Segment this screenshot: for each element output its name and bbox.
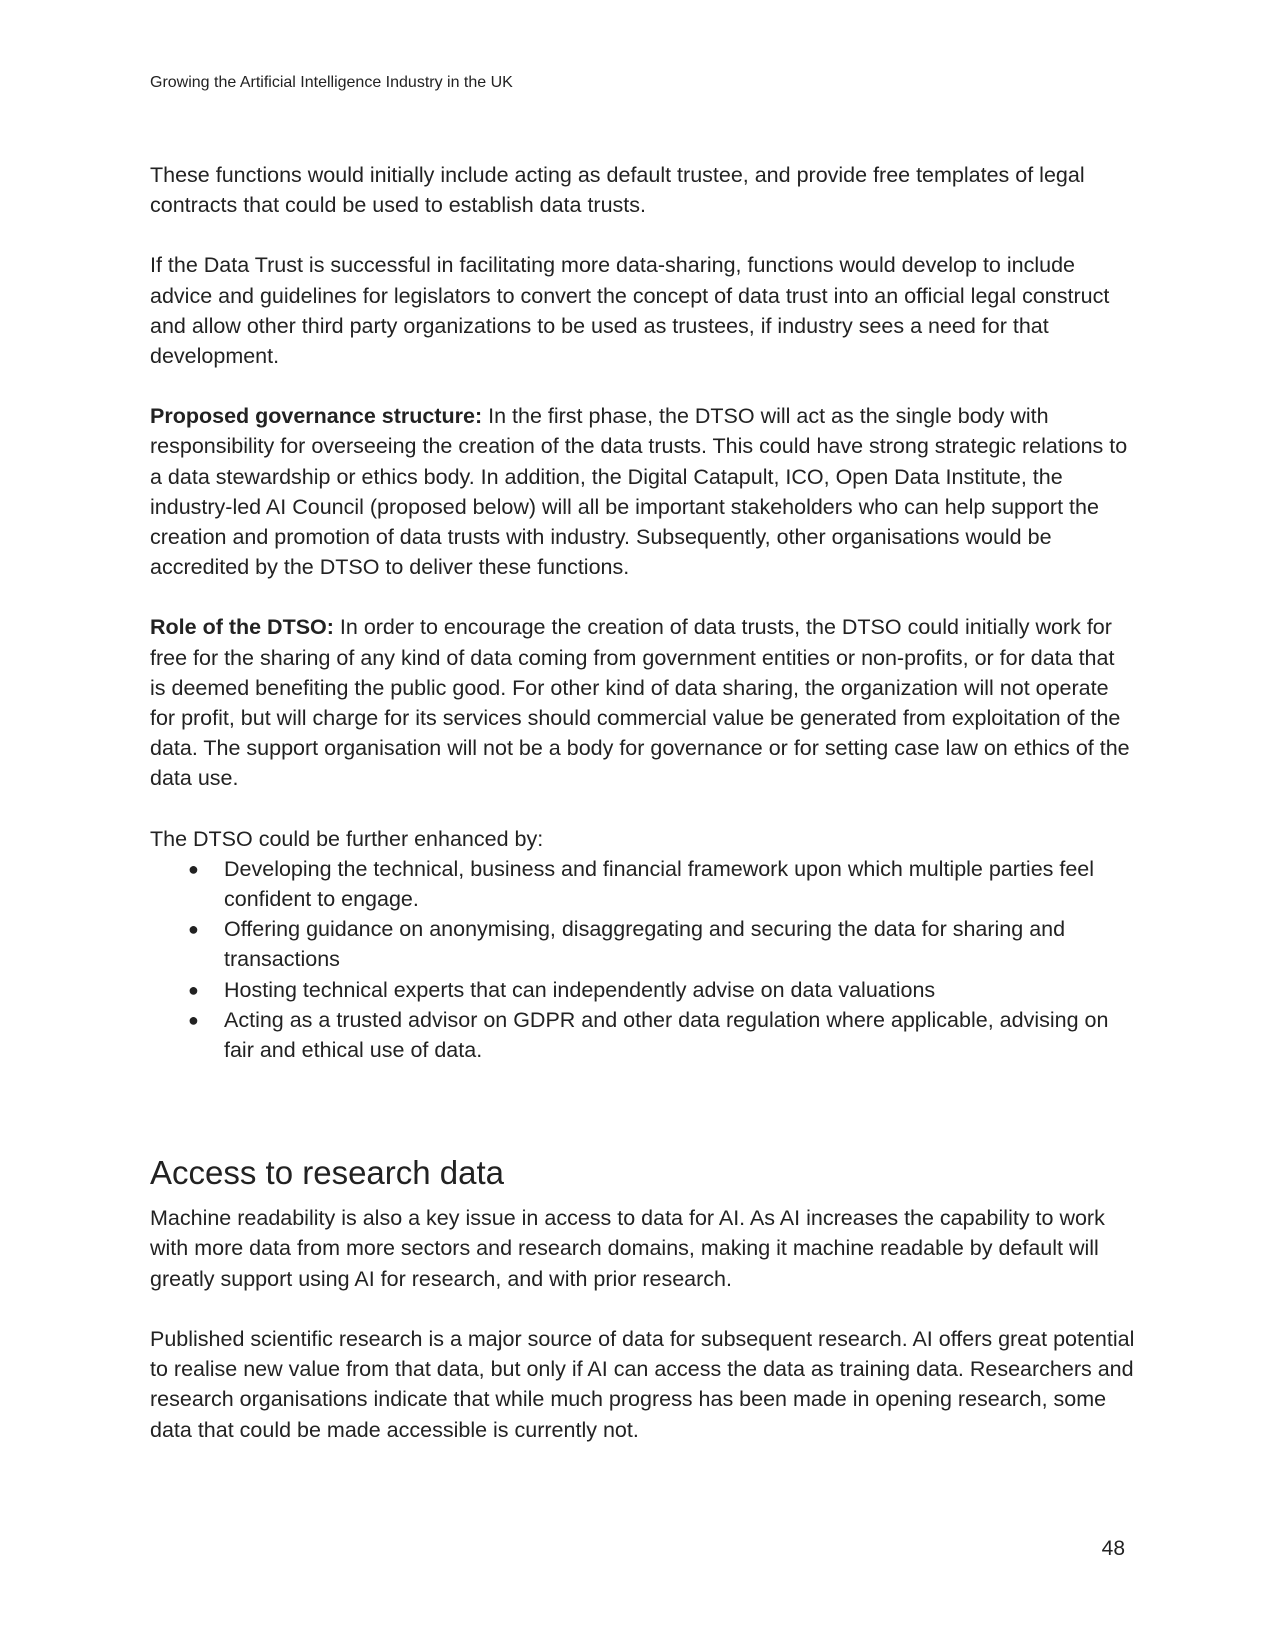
list-item-text: Hosting technical experts that can independently advise on data valuations	[224, 977, 936, 1002]
governance-text: In the first phase, the DTSO will act as the single body with responsibility for overseeing the creation of the data trusts. This could have strong strategic relations to a data stewardship or ethics body. In addition, the Digital Catapult, ICO, Open Data Institute, the industry-led AI Council (proposed below) will all be important stakeholders who can help support the creation and promotion of data trusts with industry. Subsequently, other organisations would be accredited by the DTSO to deliver these functions.	[150, 404, 1128, 580]
bullet-icon: ●	[188, 858, 199, 879]
bullet-icon: ●	[188, 1009, 199, 1030]
paragraph-machine-readability: Machine readability is also a key issue in access to data for AI. As AI increases the capability to work with more data from more sectors and research domains, making it machine readable by default will greatly support using AI for research, and with prior research.	[150, 1206, 1105, 1291]
governance-label: Proposed governance structure:	[150, 404, 483, 429]
list-item-text: Acting as a trusted advisor on GDPR and other data regulation where applicable, advising on fair and ethical use of data.	[224, 1007, 1109, 1063]
role-label: Role of the DTSO:	[150, 615, 334, 640]
role-text: In order to encourage the creation of data trusts, the DTSO could initially work for free for the sharing of any kind of data coming from government entities or non-profits, or for data that is deemed benefiting the public good. For other kind of data sharing, the organization will not operate for profit, but will charge for its services should commercial value be generated from exploitation of the data. The support organisation will not be a body for governance or for setting case law on ethics of the data use.	[150, 615, 1130, 791]
paragraph-data-trust-success: If the Data Trust is successful in facilitating more data-sharing, functions would develop to include advice and guidelines for legislators to convert the concept of data trust into an official legal construct and allow other third party organizations to be used as trustees, if industry sees a need for that development.	[150, 253, 1110, 369]
paragraph-role	[150, 612, 1135, 793]
enhance-list	[150, 854, 1135, 1065]
list-item-text: Offering guidance on anonymising, disaggregating and securing the data for sharing and transactions	[224, 917, 1066, 972]
document-body	[150, 160, 1135, 1475]
enhance-intro: The DTSO could be further enhanced by:	[150, 826, 544, 851]
list-item	[188, 854, 1135, 914]
running-header: Growing the Artificial Intelligence Industry in the UK	[150, 74, 513, 91]
section-heading: Access to research data	[150, 1154, 505, 1192]
list-item	[188, 975, 1135, 1005]
bullet-icon: ●	[188, 919, 199, 940]
page-number: 48	[1101, 1537, 1125, 1560]
list-item-text: Developing the technical, business and financial framework upon which multiple parties feel confident to engage.	[224, 856, 1095, 912]
list-item	[188, 914, 1135, 974]
bullet-icon: ●	[188, 979, 199, 1000]
paragraph-default-trustee: These functions would initially include acting as default trustee, and provide free templates of legal contracts that could be used to establish data trusts.	[150, 163, 1085, 218]
paragraph-published-research: Published scientific research is a major source of data for subsequent research. AI offers great potential to realise new value from that data, but only if AI can access the data as training data. Researchers and research organisations indicate that while much progress has been made in opening research, some data that could be made accessible is currently not.	[150, 1326, 1135, 1442]
list-item	[188, 1005, 1135, 1065]
paragraph-governance	[150, 401, 1135, 582]
